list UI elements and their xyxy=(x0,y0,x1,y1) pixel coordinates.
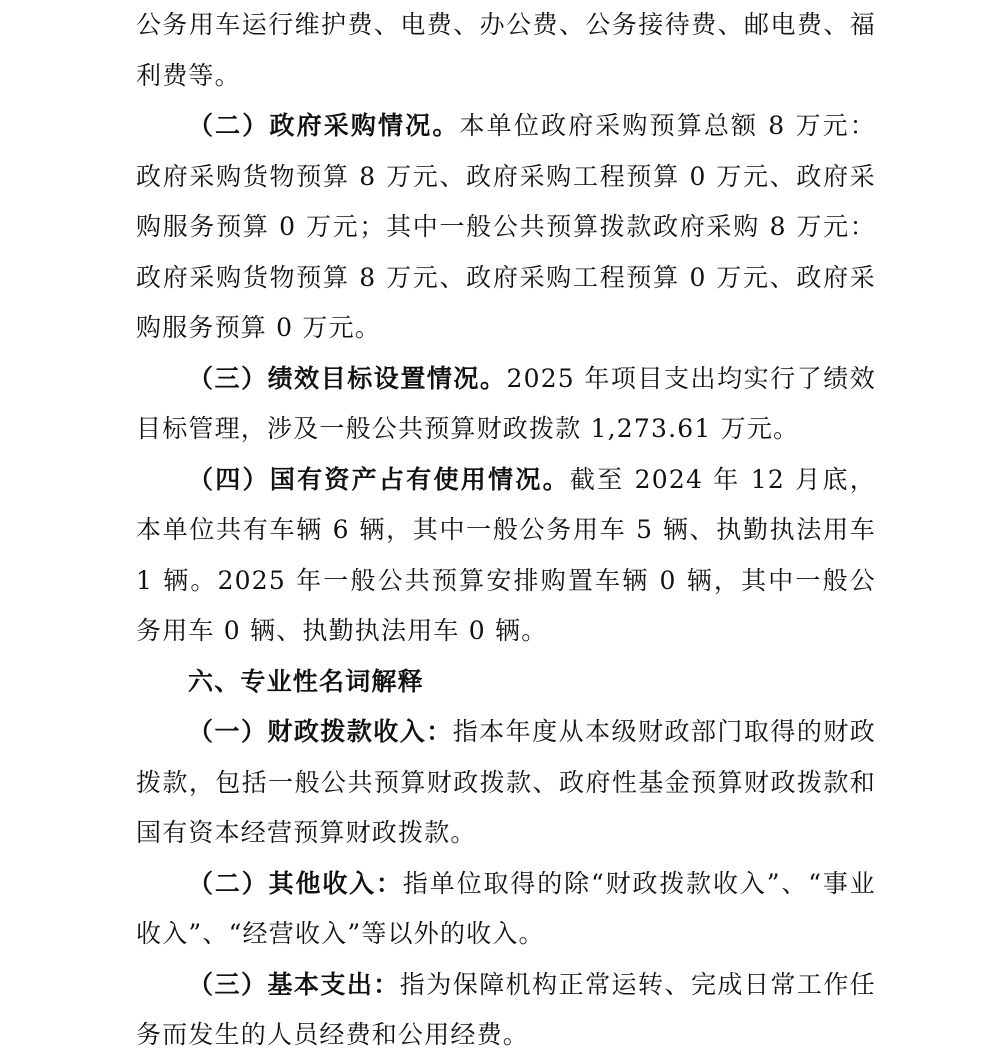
definition-fiscal-appropriation-income xyxy=(136,707,876,859)
definition-other-income xyxy=(136,859,876,960)
document-page xyxy=(136,0,876,1061)
paragraph-body: 2025 年项目支出均实行了绩效目标管理，涉及一般公共预算财政拨款 1,273.61 万元。 xyxy=(136,363,876,443)
definition-basic-expenditure xyxy=(136,960,876,1061)
definition-body: 指为保障机构正常运转、完成日常工作任务而发生的人员经费和公用经费。 xyxy=(136,969,876,1049)
definition-term: （一）财政拨款收入： xyxy=(188,717,453,746)
paragraph-body: 截至 2024 年 12 月底，本单位共有车辆 6 辆，其中一般公务用车 5 辆、执勤执法用车 1 辆。2025 年一般公共预算安排购置车辆 0 辆，其中一般公务用车 0 辆、执勤执法用车 0 辆。 xyxy=(136,464,876,645)
paragraph-lead: （二）政府采购情况。 xyxy=(188,111,460,140)
paragraph-state-assets xyxy=(136,455,876,657)
paragraph-lead: （三）绩效目标设置情况。 xyxy=(188,363,507,393)
paragraph-government-procurement xyxy=(136,101,876,354)
paragraph-performance-targets xyxy=(136,354,876,455)
section-heading: 六、专业性名词解释 xyxy=(188,666,424,696)
definition-body: 指单位取得的除“财政拨款收入”、“事业收入”、“经营收入”等以外的收入。 xyxy=(136,868,876,948)
paragraph-lead: （四）国有资产占有使用情况。 xyxy=(188,464,570,494)
paragraph-continuation xyxy=(136,0,876,101)
definition-term: （三）基本支出： xyxy=(188,969,400,999)
paragraph-body: 本单位政府采购预算总额 8 万元：政府采购货物预算 8 万元、政府采购工程预算 0 万元、政府采购服务预算 0 万元；其中一般公共预算拨款政府采购 8 万元：政府采购货物预算 8 万元、政府采购工程预算 0 万元、政府采购服务预算 0 万元。 xyxy=(136,111,876,342)
paragraph-body: 公务用车运行维护费、电费、办公费、公务接待费、邮电费、福利费等。 xyxy=(136,10,876,90)
definition-term: （二）其他收入： xyxy=(188,868,403,898)
definition-body: 指本年度从本级财政部门取得的财政拨款，包括一般公共预算财政拨款、政府性基金预算财政拨款和国有资本经营预算财政拨款。 xyxy=(136,717,876,847)
